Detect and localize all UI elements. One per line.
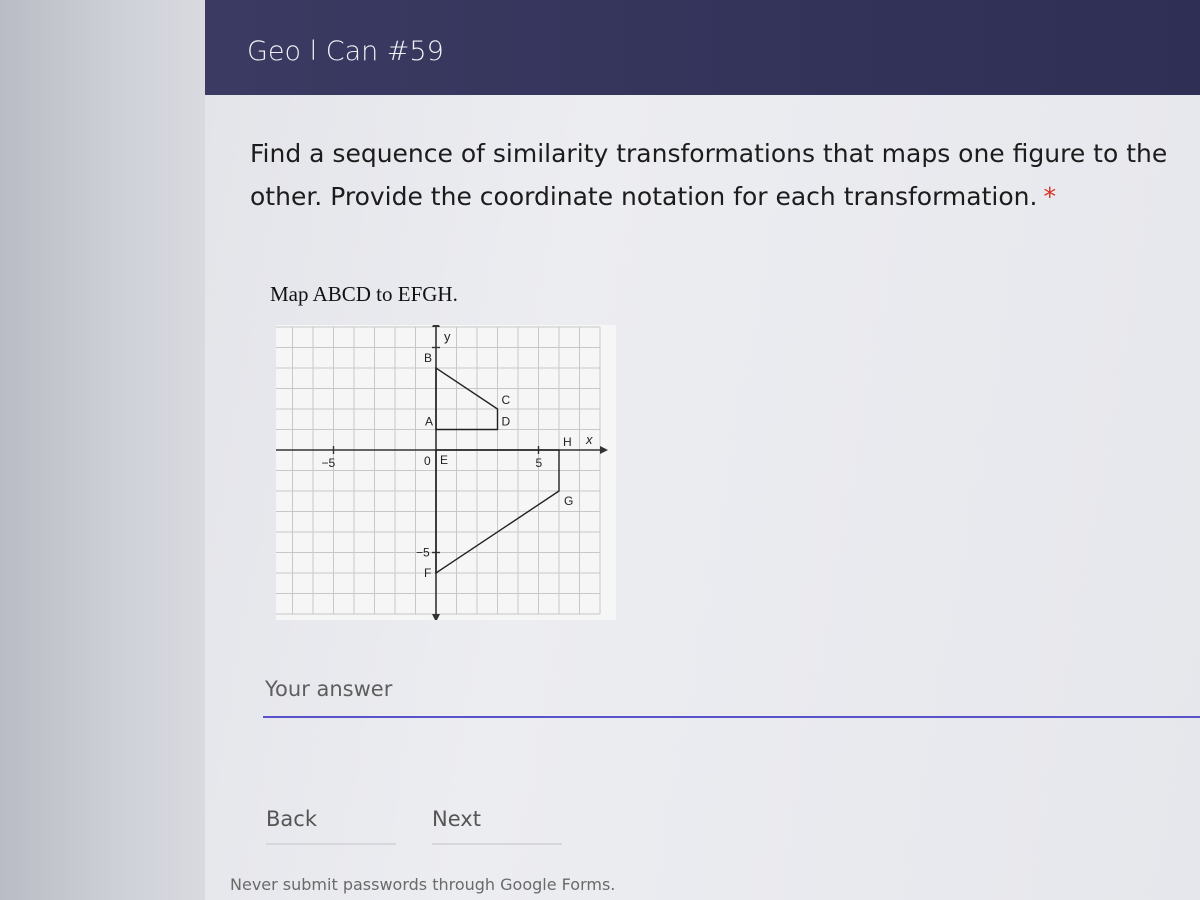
back-button[interactable]: Back [266,795,396,845]
point-label-a: A [425,414,434,429]
y-axis-label: y [444,329,451,344]
tick-label-origin: 0 [424,454,431,468]
point-label-e: E [440,453,449,467]
point-label-f: F [424,566,432,580]
footer-note: Never submit passwords through Google Forms. [230,875,616,894]
question-text [250,132,1195,218]
point-label-g: G [564,494,574,508]
point-label-h: H [563,435,572,449]
tick-label-y-neg: −5 [416,545,430,560]
point-label-d: D [501,414,511,429]
x-axis-label: x [586,432,593,447]
graph-background [276,325,616,620]
required-asterisk: * [1043,182,1056,211]
left-background [0,0,205,900]
point-label-c: C [501,393,511,407]
form-header [205,0,1200,95]
question-label: Find a sequence of similarity transformations that maps one figure to the other. Provide the coordinate notation for each transformation. [250,139,1168,211]
tick-label-x-neg: −5 [321,456,336,470]
next-button[interactable]: Next [432,795,562,845]
answer-input[interactable] [263,668,1200,718]
y-axis-arrow-up [432,325,440,327]
tick-label-x-pos: 5 [535,456,543,470]
form-title: Geo l Can #59 [247,36,444,67]
point-label-b: B [424,351,433,365]
coordinate-graph [276,325,616,620]
figure-caption: Map ABCD to EFGH. [270,282,458,306]
